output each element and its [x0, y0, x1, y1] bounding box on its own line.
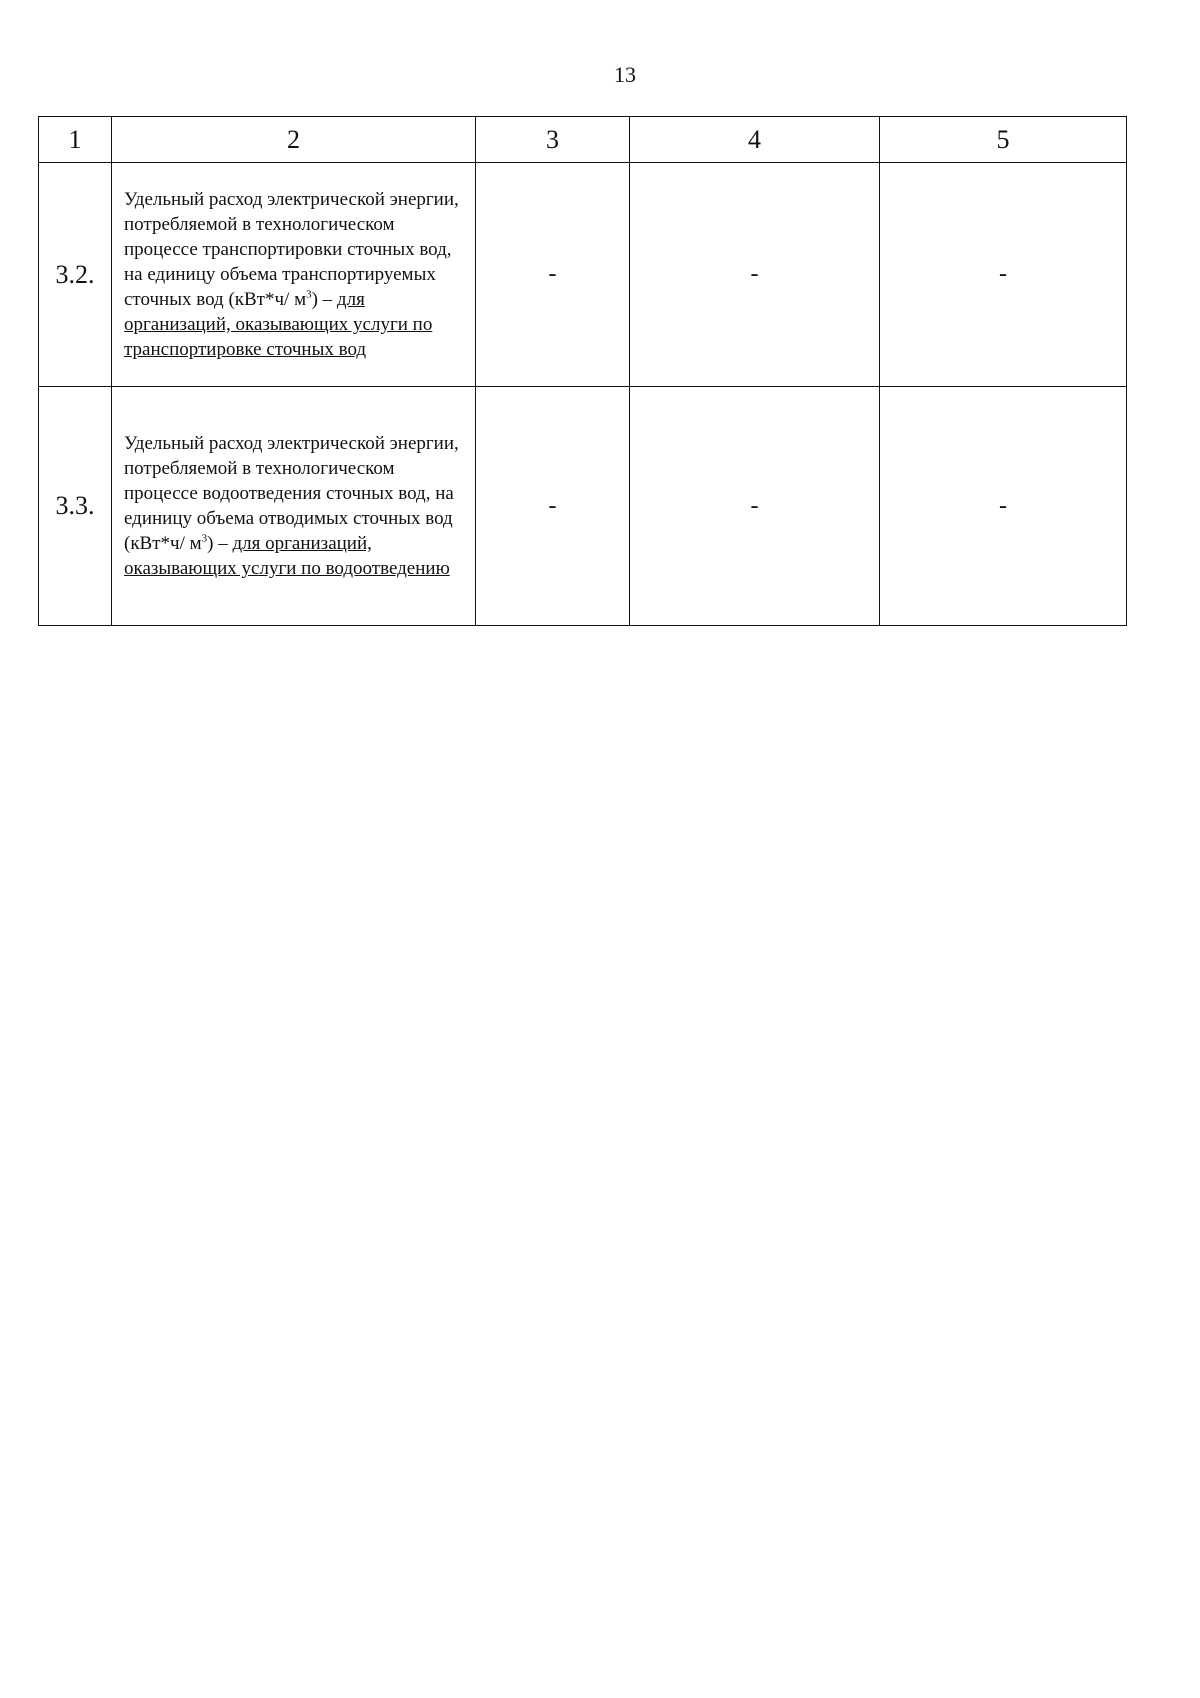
row-number: 3.2. — [39, 163, 112, 387]
value-col-4: - — [630, 163, 880, 387]
column-header-2: 2 — [112, 117, 476, 163]
description-paren: ) – — [207, 533, 233, 554]
description-text: Удельный расход электрической энергии, потребляемой в технологическом процессе водоотведения сточных вод, на единицу объема отводимых сточных вод (кВт*ч/ м — [124, 433, 459, 554]
indicators-table — [38, 116, 1127, 626]
row-description — [112, 163, 476, 387]
table-row — [39, 163, 1127, 387]
value-col-3: - — [476, 387, 630, 626]
column-header-5: 5 — [880, 117, 1127, 163]
column-header-1: 1 — [39, 117, 112, 163]
description-text: Удельный расход электрической энергии, потребляемой в технологическом процессе транспортировки сточных вод, на единицу объема транспортируемых сточных вод (кВт*ч/ м — [124, 189, 459, 310]
value-col-4: - — [630, 387, 880, 626]
value-col-5: - — [880, 387, 1127, 626]
value-col-5: - — [880, 163, 1127, 387]
column-header-3: 3 — [476, 117, 630, 163]
row-description — [112, 387, 476, 626]
page-number: 13 — [614, 62, 636, 87]
superscript: 3 — [201, 532, 208, 545]
row-number: 3.3. — [39, 387, 112, 626]
column-header-4: 4 — [630, 117, 880, 163]
description-underlined: для организаций, оказывающих услуги по транспортировке сточных вод — [124, 289, 433, 360]
value-col-3: - — [476, 163, 630, 387]
table-header-row — [39, 117, 1127, 163]
description-paren: ) – — [311, 289, 337, 310]
superscript: 3 — [306, 288, 312, 301]
description-underlined: для организаций, оказывающих услуги по водоотведению — [124, 533, 450, 579]
table-row — [39, 387, 1127, 626]
